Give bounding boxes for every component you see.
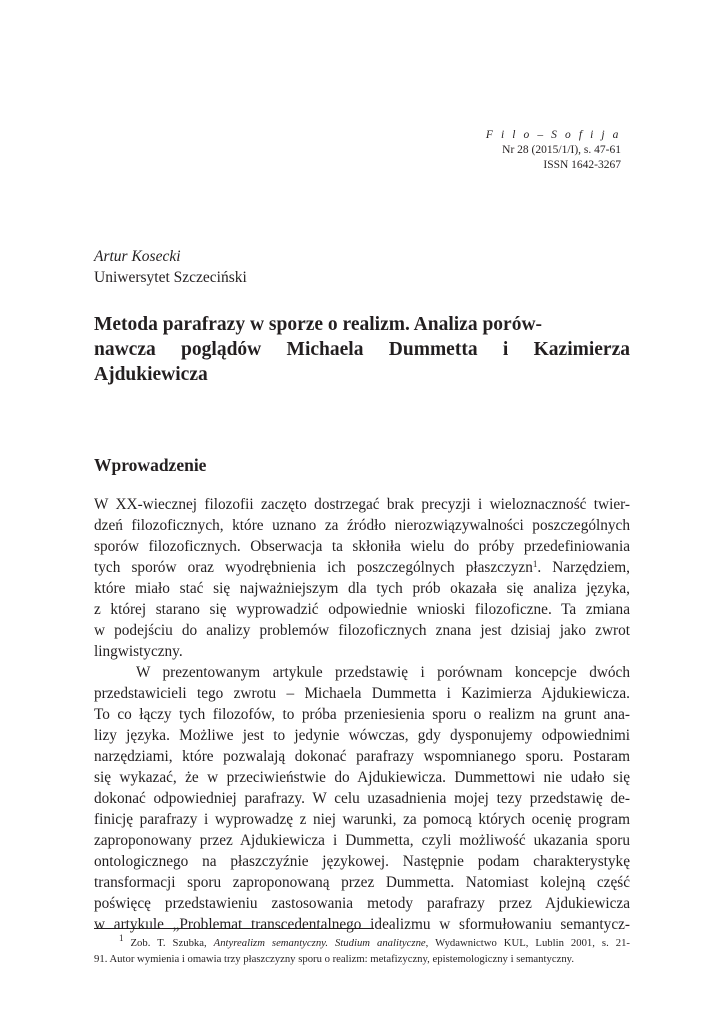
text-line: dokonać odpowiedniej parafrazy. W celu uzasadnienia mojej tezy przedstawię de-	[94, 790, 630, 807]
footnote-number: 1	[119, 933, 124, 943]
text-segment: . Narzędziem,	[537, 559, 631, 576]
text-line: w podejściu do analizy problemów filozoficznych znana jest dzisiaj jako zwrot	[94, 622, 630, 639]
footnote-text: , Wydawnictwo KUL, Lublin 2001, s. 21-	[425, 937, 630, 949]
journal-name: F i l o – S o f i j a	[485, 129, 621, 141]
text-line: w artykule „Problemat transcedentalnego idealizmu w sformułowaniu semantycz-	[94, 916, 630, 933]
text-segment: tych sporów oraz wyodrębnienia ich poszczególnych płaszczyzn	[94, 559, 533, 576]
journal-issue: Nr 28 (2015/1/I), s. 47-61	[502, 144, 621, 156]
text-line: które miało stać się najważniejszym dla tych prób okazała się analiza języka,	[94, 580, 630, 597]
text-line: dzeń filozoficznych, które uznano za źródło nierozwiązywalności poszczególnych	[94, 517, 630, 534]
text-line: W prezentowanym artykule przedstawię i porównam koncepcje dwóch	[136, 664, 630, 681]
text-line: zaproponowany przez Ajdukiewicza i Dummetta, czyli możliwość ukazania sporu	[94, 832, 630, 849]
title-line: nawcza poglądów Michaela Dummetta i Kazimierza	[94, 339, 630, 360]
text-line: ontologicznego na płaszczyźnie językowej. Następnie podam charakterystykę	[94, 853, 630, 870]
text-line: sporów filozoficznych. Obserwacja ta skłoniła wielu do próby przedefiniowania	[94, 538, 630, 555]
text-line: poświęcę przedstawieniu zastosowania metody parafrazy przez Ajdukiewicza	[94, 895, 630, 912]
footnote-text: Zob. T. Szubka,	[130, 937, 214, 949]
text-line	[94, 557, 630, 578]
author-block	[94, 246, 247, 288]
text-line: lingwistyczny.	[94, 643, 183, 660]
author-affiliation: Uniwersytet Szczeciński	[94, 269, 247, 286]
journal-header	[486, 128, 621, 173]
text-line: W XX-wiecznej filozofii zaczęto dostrzegać brak precyzji i wieloznaczność twier-	[94, 496, 630, 513]
body-text	[94, 494, 630, 935]
article-title	[94, 312, 630, 387]
title-line: Metoda parafrazy w sporze o realizm. Analiza porów-	[94, 314, 543, 335]
journal-issn: ISSN 1642-3267	[543, 159, 621, 171]
title-line: Ajdukiewicza	[94, 364, 208, 385]
section-heading: Wprowadzenie	[94, 455, 207, 475]
text-line: finicję parafrazy i wyprowadzę z niej warunki, za pomocą których ocenię program	[94, 811, 630, 828]
text-line: z której starano się wyprowadzić odpowiednie wnioski filozoficzne. Ta zmiana	[94, 601, 630, 618]
text-line: się wykazać, że w przeciwieństwie do Ajdukiewicza. Dummettowi nie udało się	[94, 769, 630, 786]
text-line: przedstawicieli tego zwrotu – Michaela Dummetta i Kazimierza Ajdukiewicza.	[94, 685, 630, 702]
footnote	[94, 935, 630, 967]
footnote-book-title: Antyrealizm semantyczny. Studium analityczne	[213, 937, 426, 949]
author-name: Artur Kosecki	[94, 248, 181, 265]
text-line: narzędziami, które pozwalają dokonać parafrazy wspomnianego sporu. Postaram	[94, 748, 630, 765]
text-line: transformacji sporu zaproponowaną przez Dummetta. Natomiast kolejną część	[94, 874, 630, 891]
footnote-line: 91. Autor wymienia i omawia trzy płaszczyzny sporu o realizm: metafizyczny, epistemologiczny i semantyczny.	[94, 953, 574, 965]
footnote-ref[interactable]: 1	[532, 559, 538, 569]
footnote-line	[94, 935, 630, 951]
text-line: To co łączy tych filozofów, to próba przeniesienia sporu o realizm na grunt ana-	[94, 706, 630, 723]
text-line: lizy języka. Możliwe jest to jedynie wówczas, gdy dysponujemy odpowiednimi	[94, 727, 630, 744]
footnote-divider	[94, 928, 374, 929]
